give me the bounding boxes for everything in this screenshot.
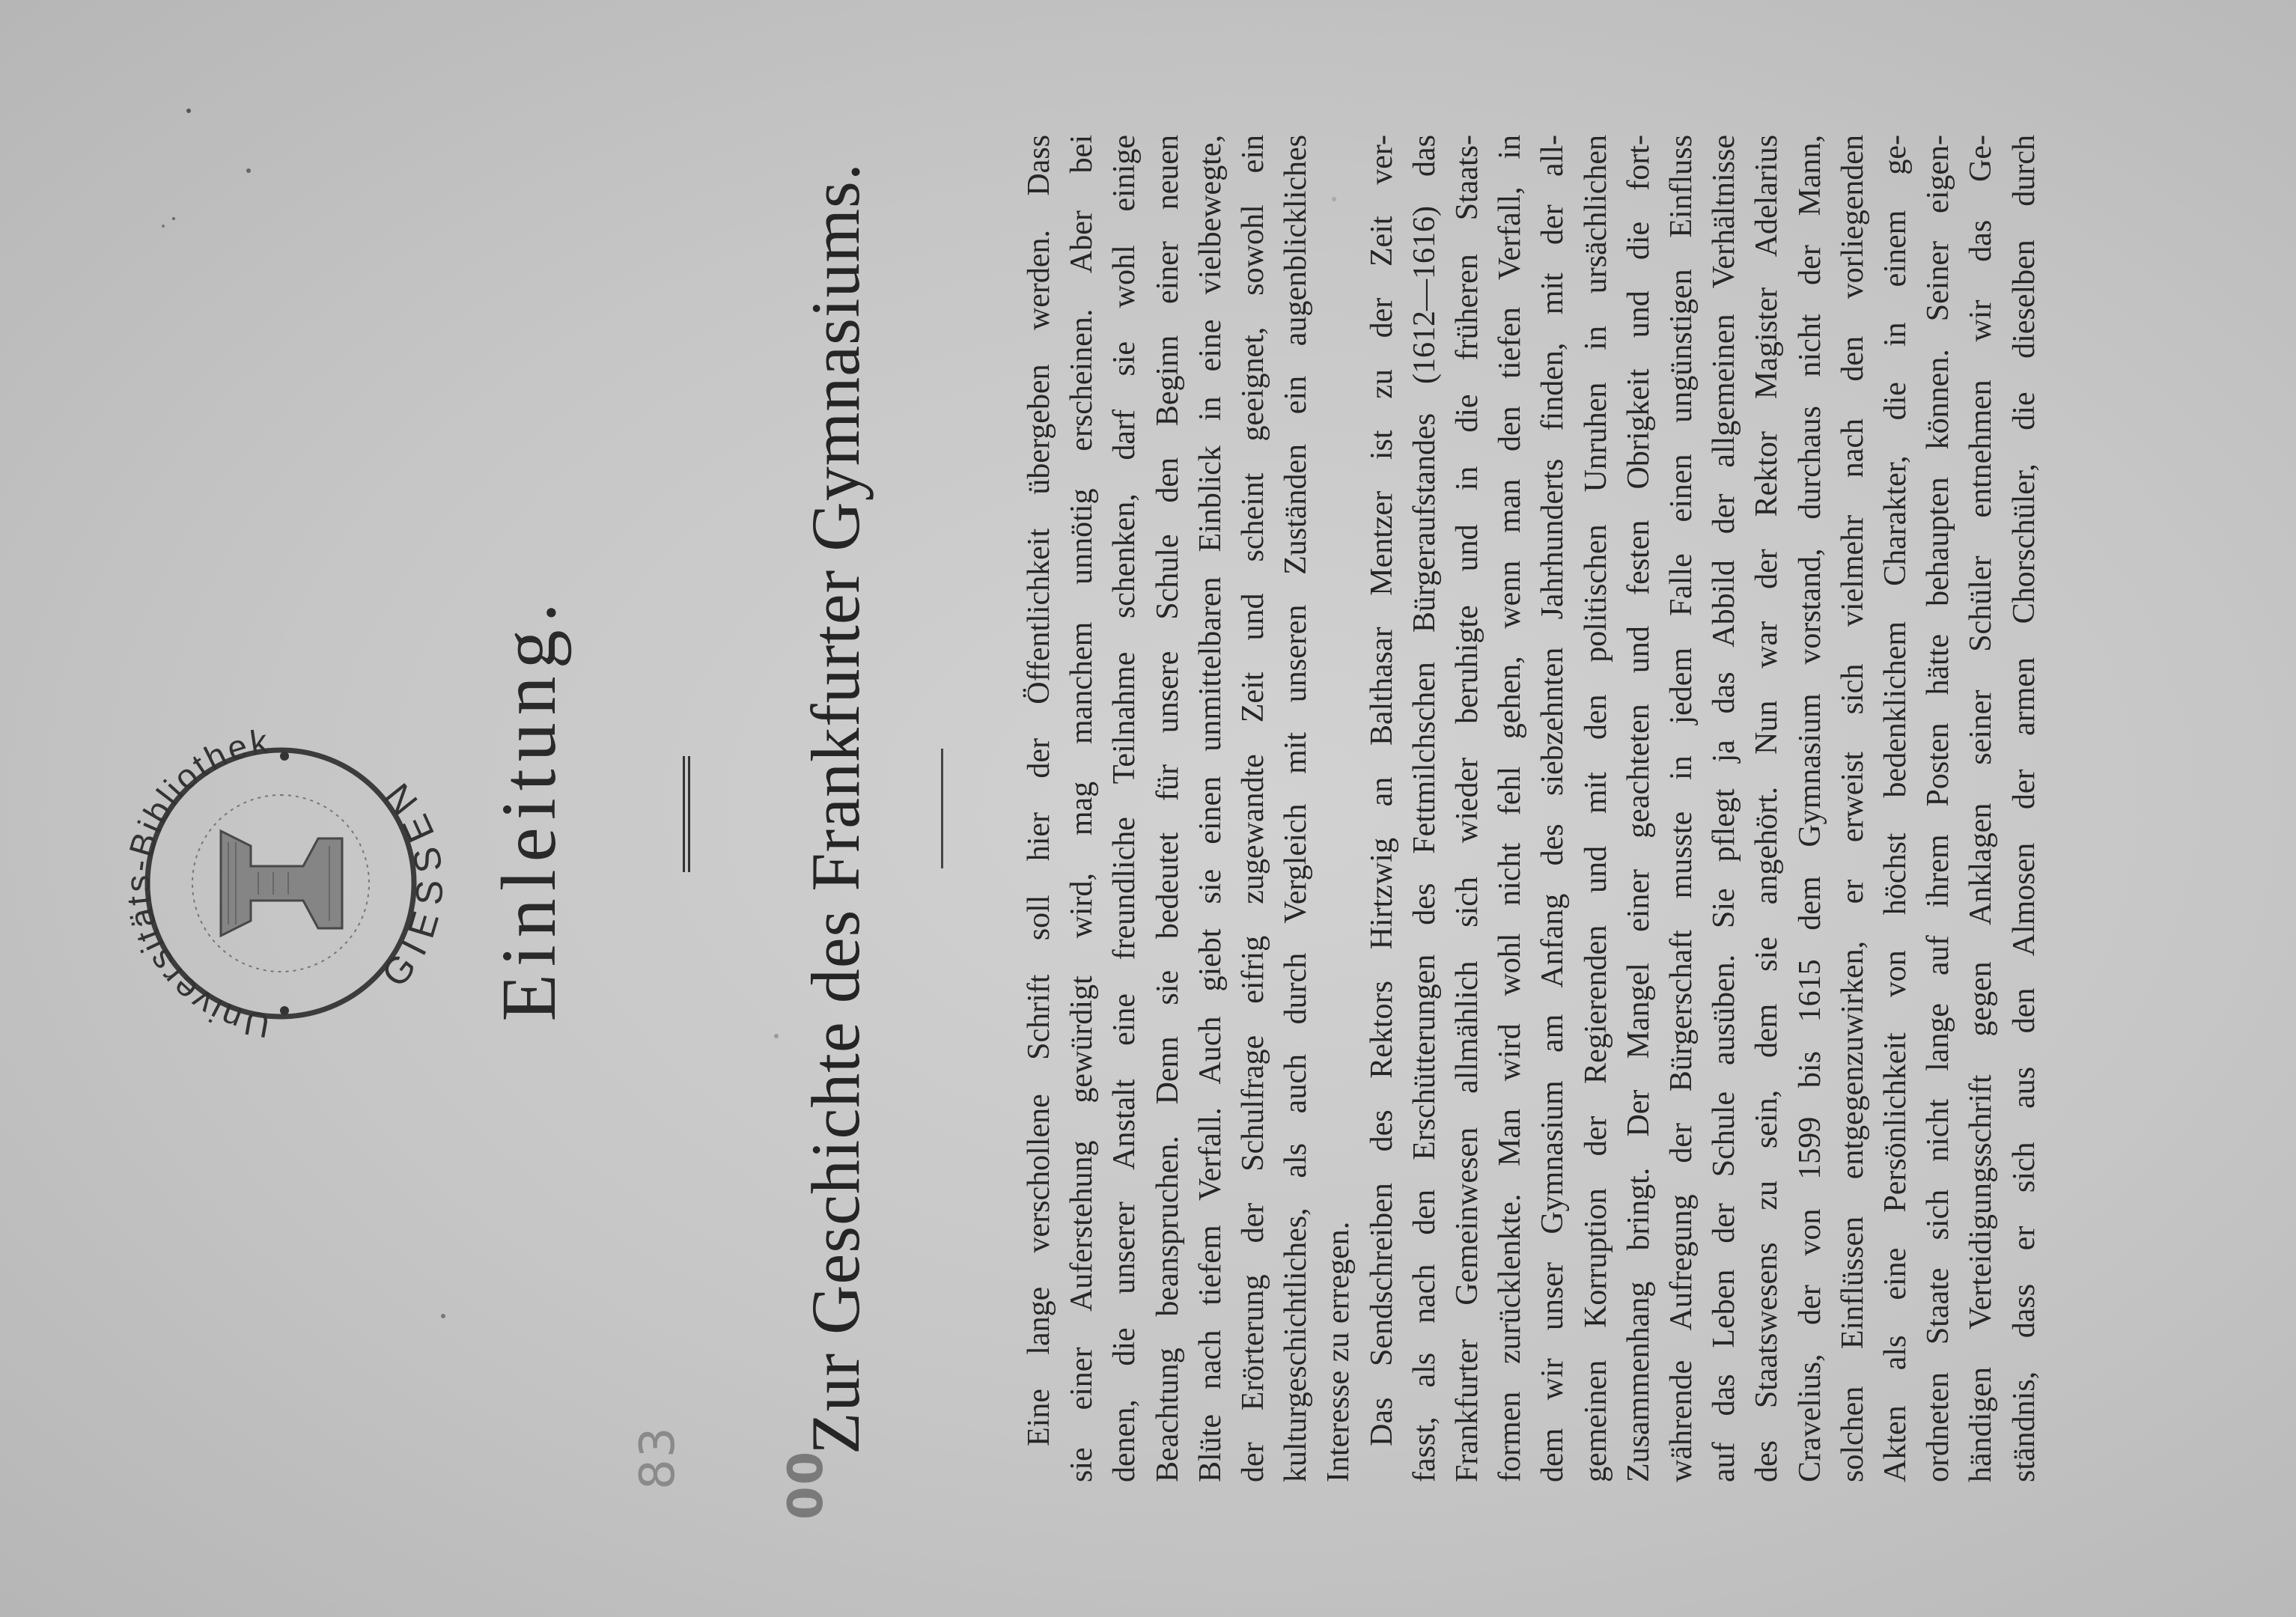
text-line: Beachtung beanspruchen. Denn sie bedeutet für unsere Schule den Beginn einer neuen: [1150, 135, 1185, 1482]
heading-rule: [683, 756, 690, 872]
subheading-rule: [941, 749, 943, 868]
text-line: sie einer Auferstehung gewürdigt wird, mag manchem unnötig erscheinen. Aber bei: [1065, 135, 1100, 1482]
text-line: Zusammenhang bringt. Der Mangel einer geachteten und festen Obrigkeit und die fort-: [1621, 135, 1656, 1482]
text-line: händigen Verteidigungsschrift gegen Anklagen seiner Schüler entnehmen wir das Ge-: [1964, 135, 1999, 1482]
text-line: Interesse zu erregen.: [1321, 1221, 1356, 1482]
text-line: Eine lange verschollene Schrift soll hier der Öffentlichkeit übergeben werden. Dass: [1022, 135, 1056, 1446]
stamp-text-bottom: GIESSEN: [373, 772, 451, 995]
page-heading: Einleitung.: [486, 595, 572, 1022]
page-subheading: Zur Geschichte des Frankfurter Gymnasiums.: [797, 162, 874, 1455]
text-line: kulturgeschichtliches, als auch durch Vergleich mit unseren Zuständen ein augenblickliches: [1279, 135, 1314, 1482]
body-text: [1018, 135, 2046, 1482]
text-line: auf das Leben der Schule ausüben. Sie pflegt ja das Abbild der allgemeinen Verhältnisse: [1707, 135, 1742, 1482]
text-line: denen, die unserer Anstalt eine freundliche Teilnahme schenken, darf sie wohl einige: [1107, 135, 1142, 1482]
text-line: der Erörterung der Schulfrage eifrig zugewandte Zeit und scheint geeignet, sowohl ein: [1236, 135, 1271, 1482]
text-line: ordneten Staate sich nicht lange auf ihrem Posten hätte behaupten können. Seiner eigen-: [1921, 135, 1956, 1482]
text-line: Blüte nach tiefem Verfall. Auch giebt sie einen unmittelbaren Einblick in eine vielbewegte,: [1193, 135, 1228, 1482]
text-line: formen zurücklenkte. Man wird wohl nicht fehl gehen, wenn man den tiefen Verfall, in: [1493, 135, 1528, 1482]
pencil-note-2-text: 00: [779, 1449, 834, 1520]
text-line: fasst, als nach den Erschütterungen des Fettmilchschen Bürgeraufstandes (1612—1616) das: [1407, 135, 1442, 1482]
text-line: solchen Einflüssen entgegenzuwirken, er erweist sich vielmehr nach den vorliegenden: [1835, 135, 1870, 1482]
text-line: Das Sendschreiben des Rektors Hirtzwig an Balthasar Mentzer ist zu der Zeit ver-: [1364, 135, 1399, 1446]
text-line: ständnis, dass er sich aus den Almosen der armen Chorschüler, die dieselben durch: [2006, 135, 2041, 1482]
pencil-note-1-text: 83: [630, 1425, 686, 1490]
text-line: gemeinen Korruption der Regierenden und mit den politischen Unruhen in ursächlichen: [1578, 135, 1613, 1482]
text-line: Frankfurter Gemeinwesen allmählich sich wieder beruhigte und in die früheren Staats-: [1450, 135, 1485, 1482]
text-line: dem wir unser Gymnasium am Anfang des siebzehnten Jahrhunderts finden, mit der all-: [1535, 135, 1571, 1482]
text-line: des Staatswesens zu sein, dem sie angehört. Nun war der Rektor Magister Adelarius: [1750, 135, 1785, 1482]
stamp-text-top: Universitäts-Bibliothek: [118, 721, 272, 1046]
text-line: währende Aufregung der Bürgerschaft musste in jedem Falle einen ungünstigen Einfluss: [1664, 135, 1699, 1482]
text-line: Akten als eine Persönlichkeit von höchst bedenklichem Charakter, die in einem ge-: [1878, 135, 1913, 1482]
text-line: Cravelius, der von 1599 bis 1615 dem Gymnasium vorstand, durchaus nicht der Mann,: [1792, 135, 1827, 1482]
